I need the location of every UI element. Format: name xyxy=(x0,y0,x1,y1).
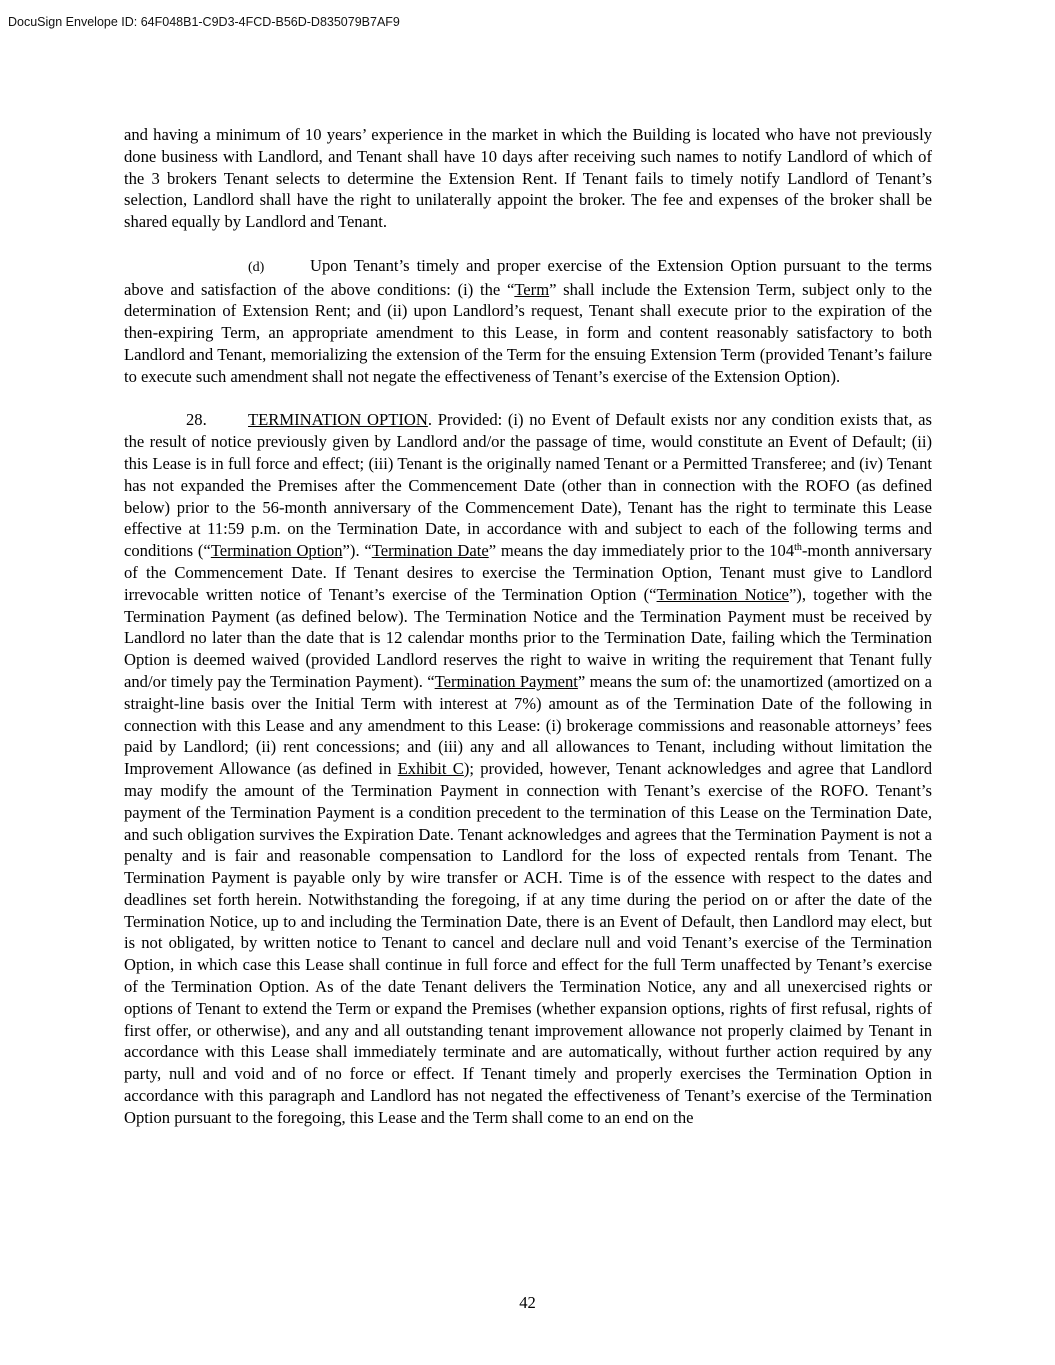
defined-term-termination-notice: Termination Notice xyxy=(656,584,789,604)
carryover-paragraph: and having a minimum of 10 years’ experience in the market in which the Building is located who have not previously done business with Landlord, and Tenant shall have 10 days after receiving such names to notify Landlord of which of the 3 brokers Tenant selects to determine the Extension Rent. If Tenant fails to timely notify Landlord of Tenant’s selection, Landlord shall have the right to unilaterally appoint the broker. The fee and expenses of the broker shall be shared equally by Landlord and Tenant. xyxy=(124,125,932,232)
paragraph-text: ” means the day immediately prior to the 104 xyxy=(488,541,795,561)
paragraph-text: ”), together with the Termination Payment (as defined below). The Termination Notice and the Termination Payment must be received by Landlord no later than the date that is 12 calendar months prior to the Termination Date, failing which the Termination Option is deemed waived (provided Landlord reserves the right to waive in writing the requirement that Tenant fully and/or timely pay the Termination Payment). “ xyxy=(124,584,932,691)
paragraph-text: . Provided: (i) no Event of Default exists nor any condition exists that, as the result of notice previously given by Landlord and/or the passage of time, would constitute an Event of Default; (ii) this Lease is in full force and effect; (iii) Tenant is the originally named Tenant or a Permitted Transferee; and (iv) Tenant has not expanded the Premises after the Commencement Date (other than in connection with the ROFO (as defined below) prior to the 56-month anniversary of the Commencement Date), Tenant has the right to terminate this Lease effective at 11:59 p.m. on the Termination Date, in accordance with and subject to each of the following terms and conditions (“ xyxy=(124,410,932,561)
exhibit-reference: Exhibit C xyxy=(397,759,464,779)
defined-term-termination-option: Termination Option xyxy=(210,541,343,561)
paragraph-text: ” means the sum of: the unamortized (amortized on a straight-line basis over the Initial Term with interest at 7%) amount as of the Termination Date of the following in connection with this Lease and any amendment to this Lease: (i) brokerage commissions and reasonable attorneys’ fees paid by Landlord; (ii) rent concessions; and (iii) any and all allowances to Tenant, including without limitation the Improvement Allowance (as defined in xyxy=(124,671,932,779)
defined-term-term: Term xyxy=(514,279,550,299)
defined-term-termination-payment: Termination Payment xyxy=(434,671,578,691)
paragraph-text: -month anniversary of the Commencement Date. If Tenant desires to exercise the Termination Option, Tenant must give to Landlord irrevocable written notice of Tenant’s exercise of the Termination Option (“ xyxy=(124,541,933,604)
paragraph-text: ”). “ xyxy=(342,541,372,561)
section-28-paragraph xyxy=(124,409,932,1128)
paragraph-text: ” shall include the Extension Term, subject only to the determination of Extension Rent; and (ii) upon Landlord’s request, Tenant shall execute prior to the expiration of the then-expiring Term, an appropriate amendment to this Lease, in form and content reasonably satisfactory to both Landlord and Tenant, memorializing the extension of the Term for the ensuing Extension Term (provided Tenant’s failure to execute such amendment shall not negate the effectiveness of Tenant’s exercise of the Extension Option). xyxy=(124,279,932,386)
section-number: 28. xyxy=(186,410,207,430)
docusign-envelope-id: DocuSign Envelope ID: 64F048B1-C9D3-4FCD-B56D-D835079B7AF9 xyxy=(8,15,400,29)
ordinal-suffix: th xyxy=(794,542,802,554)
defined-term-termination-date: Termination Date xyxy=(371,541,489,561)
section-heading: TERMINATION OPTION xyxy=(248,410,428,430)
document-body xyxy=(124,124,932,1129)
paragraph-text: Upon Tenant’s timely and proper exercise of the Extension Option pursuant to the terms above and satisfaction of the above conditions: (i) the “ xyxy=(124,255,932,299)
paragraph-d xyxy=(124,255,932,388)
page-number: 42 xyxy=(519,1293,536,1312)
subsection-label: (d) xyxy=(248,259,265,275)
paragraph-text: ); provided, however, Tenant acknowledges and agree that Landlord may modify the amount of the Termination Payment in connection with Tenant’s exercise of the ROFO. Tenant’s payment of the Termination Payment is a condition precedent to the termination of this Lease on the Termination Date, and such obligation survives the Expiration Date. Tenant acknowledges and agrees that the Termination Payment is not a penalty and is fair and reasonable compensation to Landlord for the loss of expected rentals from Tenant. The Termination Payment is payable only by wire transfer or ACH. Time is of the essence with respect to the dates and deadlines set forth herein. Notwithstanding the foregoing, if at any time during the period on or after the date of the Termination Notice, up to and including the Termination Date, there is an Event of Default, then Landlord may elect, but is not obligated, by written notice to Tenant to cancel and declare null and void Tenant’s exercise of the Termination Option, in which case this Lease shall continue in full force and effect for the full Term unaffected by Tenant’s exercise of the Termination Option. As of the date Tenant delivers the Termination Notice, any and all unexercised rights or options of Tenant to extend the Term or expand the Premises (whether expansion options, rights of first refusal, rights of first offer, or otherwise), and any and all outstanding tenant improvement allowance not properly claimed by Tenant in accordance with this Lease shall immediately terminate and are automatically, without further action required by any party, null and void and of no force or effect. If Tenant timely and properly exercises the Termination Option in accordance with this paragraph and Landlord has not negated the effectiveness of Tenant’s exercise of the Termination Option pursuant to the foregoing, this Lease and the Term shall come to an end on the xyxy=(124,759,932,1127)
